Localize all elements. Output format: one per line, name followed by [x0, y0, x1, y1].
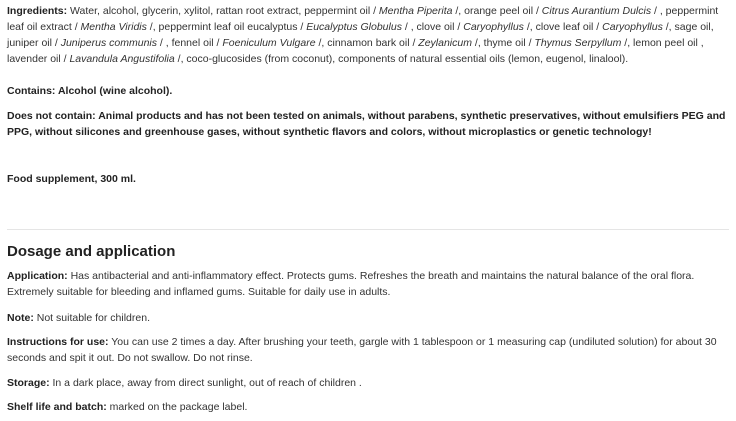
instructions-text: You can use 2 times a day. After brushing your teeth, gargle with 1 tablespoon or 1 measuring cap (undiluted solution) for about 30 seconds and spit it out. Do not swallow. Do not rinse. [7, 336, 717, 364]
dosage-heading: Dosage and application [7, 243, 176, 260]
ingredients-segment: /, peppermint leaf oil eucalyptus / [146, 21, 307, 33]
ingredients-segment: /, thyme oil / [471, 37, 535, 49]
latin-name: Eucalyptus Globulus [306, 21, 402, 33]
note-paragraph [7, 310, 729, 326]
shelf-life-text: marked on the package label. [106, 401, 248, 413]
latin-name: Citrus Aurantium Dulcis [541, 5, 652, 17]
ingredients-segment: /, lemon peel oil , lavender oil / [7, 37, 704, 65]
latin-name: Mentha Viridis [80, 21, 147, 33]
storage-text: In a dark place, away from direct sunlight, out of reach of children . [49, 377, 362, 389]
ingredients-paragraph [7, 3, 729, 67]
latin-name: Juniperus communis [60, 37, 157, 49]
latin-name: Caryophyllus [602, 21, 663, 33]
ingredients-segment: /, cinnamon bark oil / [315, 37, 419, 49]
ingredients-text [7, 5, 718, 65]
section-divider [7, 229, 729, 230]
ingredients-segment: / , fennel oil / [157, 37, 223, 49]
application-paragraph [7, 268, 729, 300]
application-text: Has antibacterial and anti-inflammatory effect. Protects gums. Refreshes the breath and maintains the natural balance of the oral flora. Extremely suitable for bleeding and inflamed gums. Suitable for daily use in adults. [7, 270, 695, 298]
note-text: Not suitable for children. [33, 312, 150, 324]
storage-label: Storage: [7, 377, 50, 389]
latin-name: Lavandula Angustifolia [69, 53, 175, 65]
latin-name: Mentha Piperita [378, 5, 453, 17]
note-label: Note: [7, 312, 34, 324]
ingredients-segment: /, clove leaf oil / [523, 21, 603, 33]
does-not-contain-paragraph: Does not contain: Animal products and has not been tested on animals, without parabens, synthetic preservatives, without emulsifiers PEG and PPG, without silicones and greenhouse gases, without synthetic flavors and colors, without microplastics or genetic technology! [7, 110, 726, 138]
food-supplement-line: Food supplement, 300 ml. [7, 173, 136, 185]
ingredients-segment: / , clove oil / [401, 21, 464, 33]
latin-name: Foeniculum Vulgare [222, 37, 316, 49]
ingredients-segment: /, sage oil, juniper oil / [7, 21, 714, 49]
instructions-label: Instructions for use: [7, 336, 109, 348]
storage-paragraph [7, 375, 729, 391]
latin-name: Caryophyllus [463, 21, 524, 33]
ingredients-segment: /, orange peel oil / [452, 5, 542, 17]
application-label: Application: [7, 270, 68, 282]
contains-line: Contains: Alcohol (wine alcohol). [7, 85, 173, 97]
shelf-life-paragraph [7, 399, 729, 415]
ingredients-segment: /, coco-glucosides (from coconut), components of natural essential oils (lemon, eugenol, linalool). [174, 53, 629, 65]
ingredients-label: Ingredients: [7, 5, 68, 17]
latin-name: Thymus Serpyllum [534, 37, 622, 49]
latin-name: Zeylanicum [418, 37, 472, 49]
ingredients-segment: / , peppermint leaf oil extract / [7, 5, 719, 33]
instructions-paragraph [7, 334, 729, 366]
shelf-life-label: Shelf life and batch: [7, 401, 107, 413]
ingredients-segment: Water, alcohol, glycerin, xylitol, rattan root extract, peppermint oil / [67, 5, 379, 17]
